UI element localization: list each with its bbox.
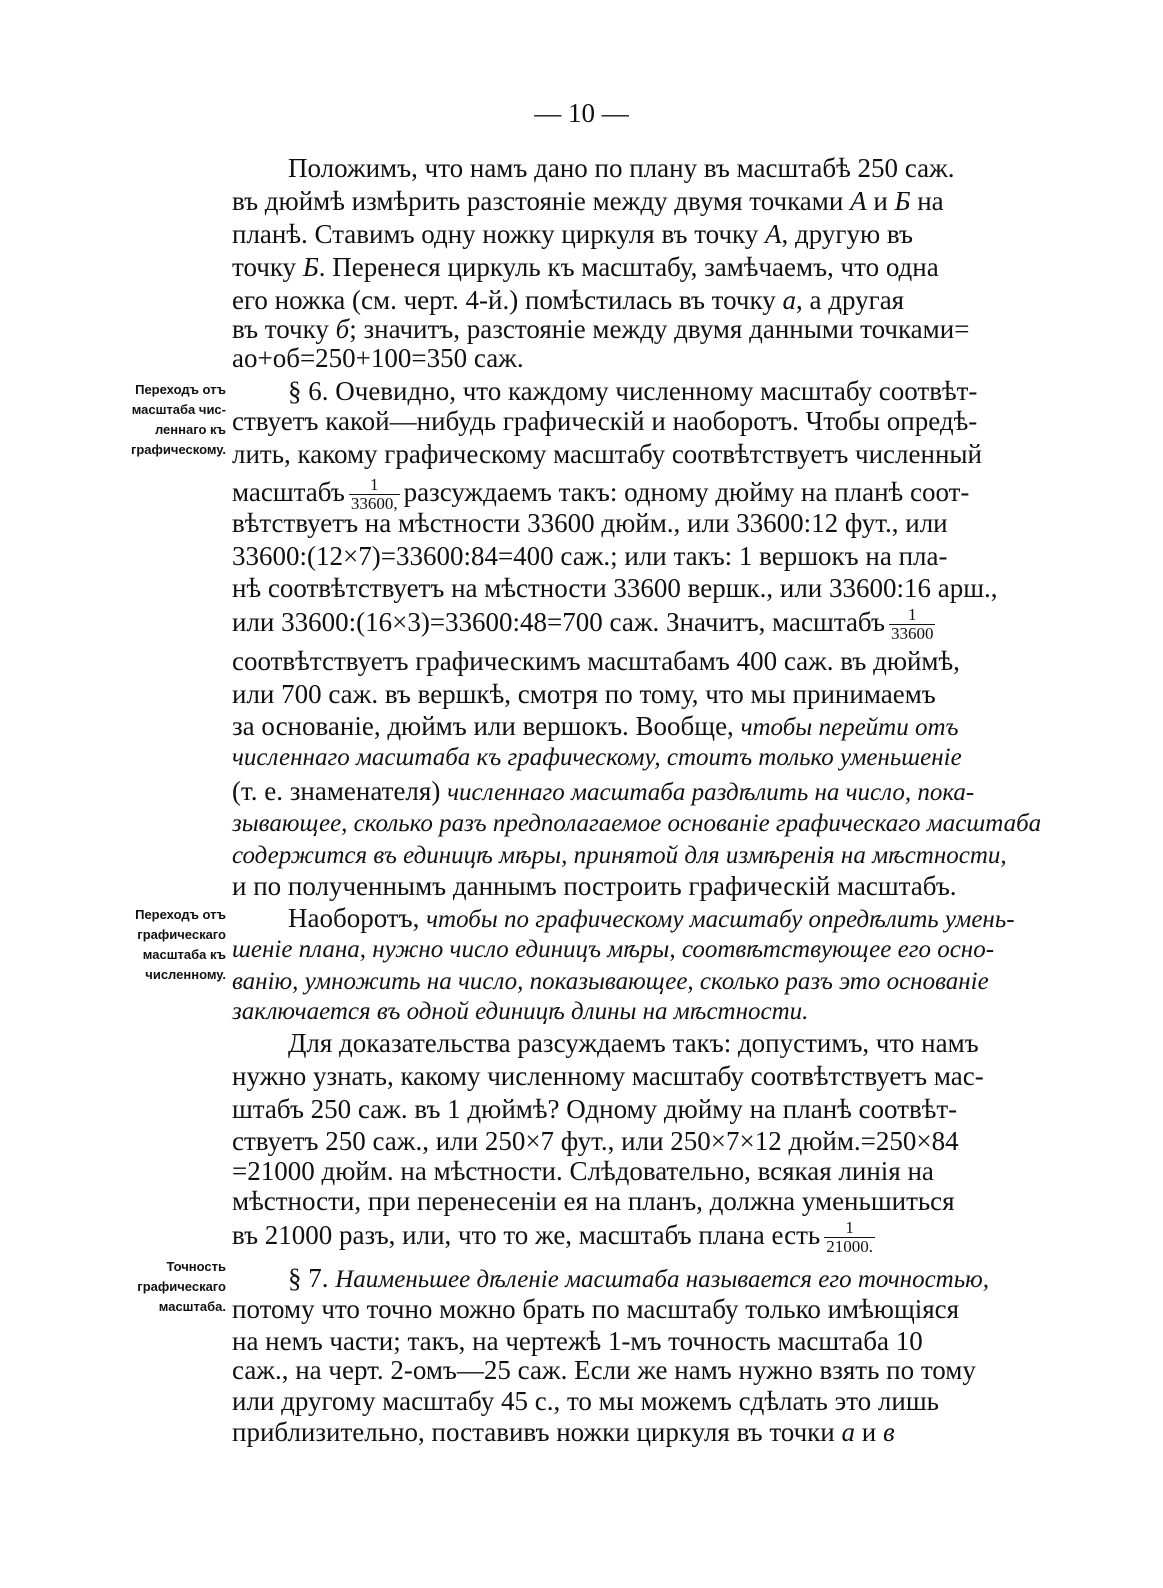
text-line: мѣстности, при перенесеніи ея на планъ, должна уменьшиться (232, 1186, 955, 1216)
margin-note-line: масштаба къ (142, 947, 226, 962)
margin-note-line: графическаго (137, 927, 226, 942)
text-line: нужно узнать, какому численному масштабу соотвѣтствуетъ мас- (232, 1061, 984, 1091)
margin-note-line: графическаго (137, 1279, 226, 1294)
text-line (232, 602, 939, 643)
text-run: масштабъ (232, 477, 345, 507)
text-run: Наоборотъ, (288, 903, 427, 933)
text-line (232, 775, 974, 809)
text-line: на немъ части; такъ, на чертежѣ 1-мъ точность масштаба 10 (232, 1326, 923, 1356)
text-line: штабъ 250 саж. въ 1 дюймѣ? Одному дюйму на планѣ соотвѣт- (232, 1094, 958, 1124)
text-run: в (882, 1417, 895, 1447)
text-run: за основаніе, дюймъ или вершокъ. Вообще, (232, 711, 741, 741)
text-run: , другую въ (781, 219, 913, 249)
text-line: Положимъ, что намъ дано по плану въ масштабѣ 250 саж. (288, 153, 955, 183)
margin-note-line: масштаба. (158, 1299, 226, 1314)
text-line: и по полученнымъ даннымъ построить графическій масштабъ. (232, 871, 957, 901)
text-run: на (910, 186, 944, 216)
text-run: его ножка (см. черт. 4-й.) помѣстилась въ точку (232, 285, 783, 315)
fraction-1-33600 (889, 606, 936, 643)
text-line: или 700 саж. въ вершкѣ, смотря по тому, что мы принимаемъ (232, 679, 936, 709)
text-run: приблизительно, поставивъ ножки циркуля въ точки (232, 1417, 842, 1447)
text-line: ванію, умножить на число, показывающее, сколько разъ это основаніе (232, 968, 989, 995)
text-line: ствуетъ 250 саж., или 250×7 фут., или 250×7×12 дюйм.=250×84 (232, 1126, 959, 1156)
text-line: вѣтствуетъ на мѣстности 33600 дюйм., или 33600:12 фут., или (232, 508, 948, 538)
margin-note-scale-precision (26, 1257, 226, 1317)
text-line: ао+об=250+100=350 саж. (232, 343, 524, 373)
text-run: въ дюймѣ измѣрить разстояніе между двумя точками (232, 186, 851, 216)
text-line: шеніе плана, нужно число единицъ мѣры, соотвѣтствующее его осно- (232, 936, 995, 963)
margin-note-line: графическому. (130, 442, 226, 457)
text-line: ствуетъ какой—нибудь графическій и наоборотъ. Чтобы опредѣ- (232, 406, 978, 436)
fraction-numerator: 1 (369, 475, 379, 495)
text-line: численнаго масштаба къ графическому, стоитъ только уменьшеніе (232, 744, 962, 771)
text-line: или другому масштабу 45 с., то мы можемъ сдѣлать это лишь (232, 1386, 939, 1416)
text-line: содержится въ единицѣ мѣры, принятой для измѣренія на мѣстности, (232, 842, 1007, 869)
text-run: планѣ. Ставимъ одну ножку циркуля въ точку (232, 219, 766, 249)
text-run: въ точку (232, 314, 336, 344)
fraction-numerator: 1 (845, 1218, 854, 1238)
text-run: , а другая (796, 285, 905, 315)
margin-note-line: Переходъ отъ (135, 907, 226, 922)
text-line (288, 902, 1015, 936)
text-line: соотвѣтствуетъ графическимъ масштабамъ 400 саж. въ дюймѣ, (232, 646, 960, 676)
text-line (232, 185, 944, 217)
margin-note-scale-graphic-to-numeric (26, 905, 226, 985)
text-run: а (782, 285, 796, 315)
text-line (232, 1416, 895, 1448)
section-6-heading-line: § 6. Очевидно, что каждому численному масштабу соотвѣт- (288, 376, 978, 406)
text-run: Наименьшее дѣленіе масштаба называется его точностью, (335, 1266, 989, 1293)
fraction-numerator: 1 (907, 605, 917, 625)
section-7-heading-line (288, 1262, 989, 1296)
text-line: =21000 дюйм. на мѣстности. Слѣдовательно, всякая линія на (232, 1156, 934, 1186)
fraction-denominator: 33600 (890, 624, 934, 644)
fraction-1-21000 (824, 1219, 875, 1256)
text-line: лить, какому графическому масштабу соотвѣтствуетъ численный (232, 439, 982, 469)
text-run: и (855, 1417, 883, 1447)
text-run: или 33600:(16×3)=33600:48=700 саж. Значитъ, масштабъ (232, 607, 885, 637)
text-run: а (841, 1417, 855, 1447)
text-line: заключается въ одной единицѣ длины на мѣстности. (232, 998, 809, 1025)
fraction-denominator: 21000. (826, 1237, 873, 1257)
text-run: чтобы перейти отъ (740, 714, 959, 741)
text-run: чтобы по графическому масштабу опредѣлить умень- (426, 906, 1015, 933)
text-run: § 7. (288, 1263, 336, 1293)
margin-note-line: Переходъ отъ (135, 382, 226, 397)
text-run: Б (302, 252, 319, 282)
text-run: б (335, 314, 350, 344)
margin-note-line: леннаго къ (154, 422, 226, 437)
text-line (232, 313, 969, 345)
text-line: зывающее, сколько разъ предполагаемое основаніе графическаго масштаба (232, 810, 1042, 837)
text-line: Для доказательства разсуждаемъ такъ: допустимъ, что намъ (288, 1028, 979, 1058)
margin-note-line: масштаба чис- (131, 402, 226, 417)
text-line (232, 251, 939, 283)
text-run: (т. е. знаменателя) (232, 776, 448, 806)
margin-note-line: численному. (145, 967, 226, 982)
text-run: въ 21000 разъ, или, что то же, масштабъ плана есть (232, 1220, 821, 1250)
text-run: ; значитъ, разстояніе между двумя данными точками= (349, 314, 970, 344)
fraction-denominator: 33600, (350, 494, 398, 514)
margin-note-line: Точность (166, 1259, 226, 1274)
text-run: А (850, 186, 867, 216)
text-run: А (765, 219, 782, 249)
page-number: — 10 — (534, 98, 629, 128)
text-line (232, 1215, 879, 1256)
text-run: и (866, 186, 895, 216)
text-line: потому что точно можно брать по масштабу только имѣющіяся (232, 1294, 960, 1324)
text-run: численнаго масштаба раздѣлить на число, пока- (447, 779, 975, 806)
margin-note-scale-numeric-to-graphic (26, 380, 226, 460)
text-line (232, 710, 959, 744)
text-line: 33600:(12×7)=33600:84=400 саж.; или такъ: 1 вершокъ на пла- (232, 541, 948, 571)
text-line (232, 218, 913, 250)
text-run: точку (232, 252, 303, 282)
text-line: нѣ соотвѣтствуетъ на мѣстности 33600 вершк., или 33600:16 арш., (232, 573, 998, 603)
text-run: Б (894, 186, 911, 216)
text-run: . Перенеся циркуль къ масштабу, замѣчаемъ, что одна (318, 252, 939, 282)
text-run: разсуждаемъ такъ: одному дюйму на планѣ соот- (403, 477, 970, 507)
text-line: саж., на черт. 2-омъ—25 саж. Если же намъ нужно взять по тому (232, 1355, 976, 1385)
text-line (232, 284, 904, 316)
